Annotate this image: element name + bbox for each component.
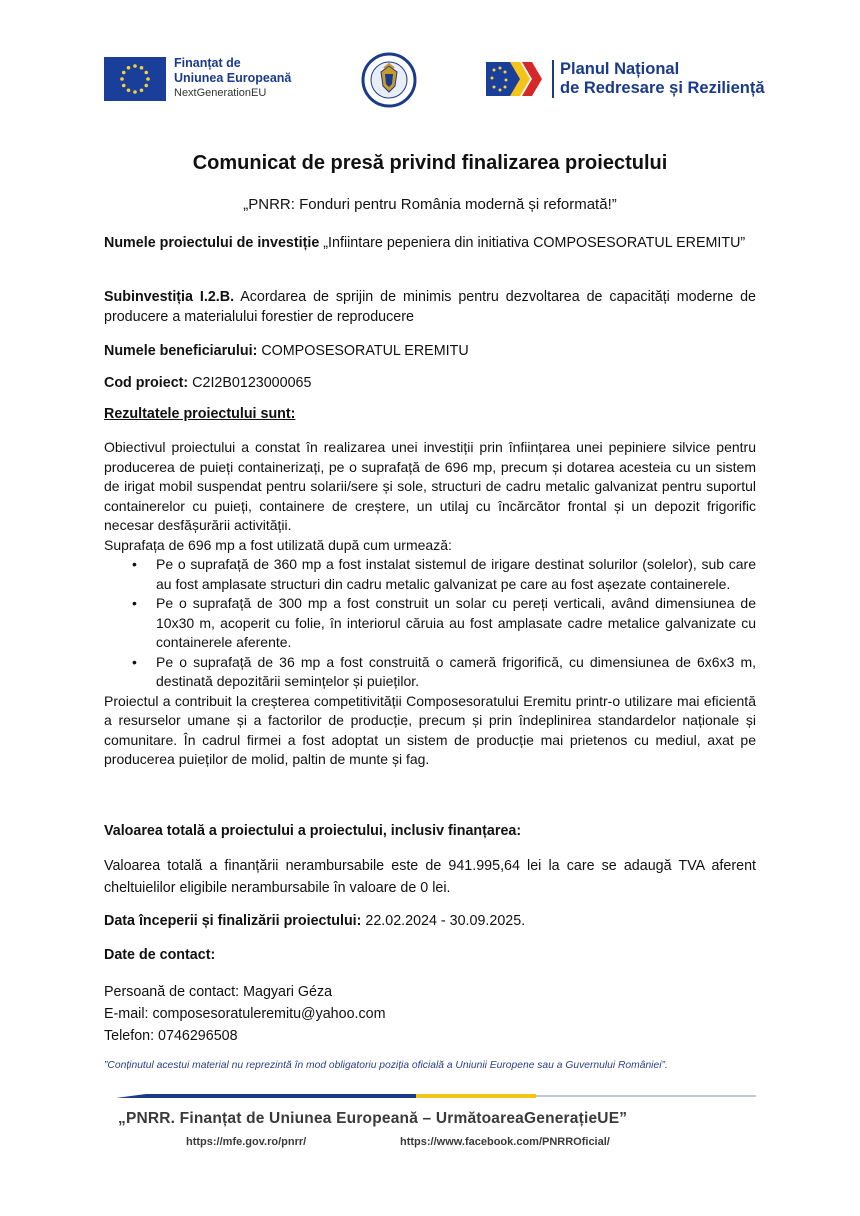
eu-logo-line1: Finanțat de [174, 56, 241, 70]
subinvestment-section [104, 287, 756, 327]
results-heading: Rezultatele proiectului sunt: [104, 406, 296, 422]
eu-star-icon [120, 77, 124, 81]
pnrr-logo-line1: Planul Național [560, 60, 680, 78]
pnrr-logo-line2: de Redresare și Reziliență [560, 79, 765, 97]
document-title: Comunicat de presă privind finalizarea proiectului [192, 152, 668, 174]
eu-star-icon [140, 88, 144, 92]
contact-email: E-mail: composesoratuleremitu@yahoo.com [104, 1006, 386, 1022]
mfe-link[interactable]: https://mfe.gov.ro/pnrr/ [186, 1136, 307, 1148]
project-name-section [104, 233, 756, 253]
eu-star-icon [144, 70, 148, 74]
list-item: • Pe o suprafață de 36 mp a fost construită o cameră frigorifică, cu dimensiunea de 6x6x3 m, destinată depozitării semințelor și puieților. [104, 653, 756, 692]
eu-star-icon [144, 83, 148, 87]
eu-star-icon [122, 70, 126, 74]
eu-star-icon [133, 90, 137, 94]
project-code-section [104, 373, 756, 393]
eu-star-icon [146, 77, 150, 81]
contact-heading: Date de contact: [104, 947, 216, 963]
pnrr-logo [486, 60, 765, 98]
usage-list [104, 555, 756, 692]
list-item: • Pe o suprafață de 360 mp a fost instalat sistemul de irigare destinat solurilor (solelor), sub care au fost amplasate structuri din cadru metalic galvanizat pe care au fost așezate containerele. [104, 555, 756, 594]
objective-paragraph: Obiectivul proiectului a constat în realizarea unei investiții prin înființarea unei pepiniere silvice pentru producerea de puieți containerizați, pe o suprafață de 696 mp, precum și dotarea acesteia cu un sistem de irigat mobil suspendat pentru solarii/sere și sole, structuri de cadru metalic galvanizat pentru suportul containerelor cu puieți, containere de creștere, un utilaj cu încărcător frontal și un depozit frigorific necesar desfășurării activității. [104, 439, 756, 533]
document-subtitle: „PNRR: Fonduri pentru România modernă și reformată!” [243, 196, 617, 213]
project-code-label: Cod proiect: [104, 375, 189, 391]
project-name-value: „Infiintare pepeniera din initiativa COMPOSESORATUL EREMITU” [319, 235, 746, 251]
pnrr-slogan: „PNRR. Finanțat de Uniunea Europeană – UrmătoareaGenerațieUE” [118, 1110, 628, 1127]
contact-heading-section [104, 945, 756, 965]
contribution-paragraph: Proiectul a contribuit la creșterea competitivității Composesoratului Eremitu printr-o utilizare mai eficientă a resurselor umane și a factorilor de producție, precum și prin îndeplinirea standardelor naționale și comunitare. În cadrul firmei a fost adoptat un sistem de producție mai prietenos cu mediul, axat pe producerea puieților de molid, paltin de munte și fag. [104, 692, 756, 767]
beneficiary-section [104, 341, 756, 361]
eu-star-icon [127, 65, 131, 69]
government-seal-logo [361, 52, 417, 108]
pnrr-arrows-icon [486, 60, 548, 98]
project-code-value: C2I2B0123000065 [188, 375, 312, 391]
contact-phone: Telefon: 0746296508 [104, 1028, 238, 1044]
eu-star-icon [122, 83, 126, 87]
eu-disclaimer: ”Conținutul acestui material nu reprezintă în mod obligatoriu poziția oficială a Uniunii Europene sau a Guvernului României”. [104, 1060, 668, 1071]
list-item: • Pe o suprafață de 300 mp a fost construit un solar cu pereți verticali, având dimensiunea de 10x30 m, acoperit cu folie, în interiorul căruia au fost amplasate cadre metalice galvanizate cu containerele aferente. [104, 594, 756, 653]
results-body [104, 438, 756, 770]
value-paragraph: Valoarea totală a finanțării nerambursabile este de 941.995,64 lei la care se adaugă TVA aferent cheltuielilor eligibile nerambursabile în valoare de 0 lei. [104, 858, 756, 896]
facebook-link[interactable]: https://www.facebook.com/PNRROficial/ [400, 1136, 610, 1148]
eu-logo-line3: NextGenerationEU [174, 87, 267, 99]
eu-logo-text [174, 56, 291, 101]
contact-person: Persoană de contact: Magyari Géza [104, 984, 333, 1000]
usage-intro: Suprafața de 696 mp a fost utilizată după cum urmează: [104, 536, 452, 553]
project-name-label: Numele proiectului de investiție [104, 235, 320, 251]
beneficiary-value: COMPOSESORATUL EREMITU [257, 343, 469, 359]
value-heading-section [104, 821, 756, 841]
pnrr-logo-text [552, 60, 765, 98]
eu-funding-logo [104, 56, 291, 101]
contact-details [104, 981, 756, 1047]
eu-logo-line2: Uniunea Europeană [174, 71, 292, 85]
eu-star-icon [140, 65, 144, 69]
value-heading: Valoarea totală a proiectului a proiectului, inclusiv finanțarea: [104, 823, 522, 839]
eu-star-icon [127, 88, 131, 92]
dates-value: 22.02.2024 - 30.09.2025. [361, 913, 526, 929]
subinvestment-label: Subinvestiția I.2.B. [104, 289, 235, 305]
eu-flag-icon [104, 57, 166, 101]
eu-star-icon [133, 64, 137, 68]
dates-label: Data începerii și finalizării proiectului: [104, 913, 362, 929]
subinvestment-value: Acordarea de sprijin de minimis pentru dezvoltarea de capacități moderne de producere a materialului forestier de reproducere [104, 289, 756, 325]
beneficiary-label: Numele beneficiarului: [104, 343, 258, 359]
dates-section [104, 911, 756, 931]
results-heading-section [104, 404, 756, 424]
footer-divider [116, 1086, 756, 1092]
